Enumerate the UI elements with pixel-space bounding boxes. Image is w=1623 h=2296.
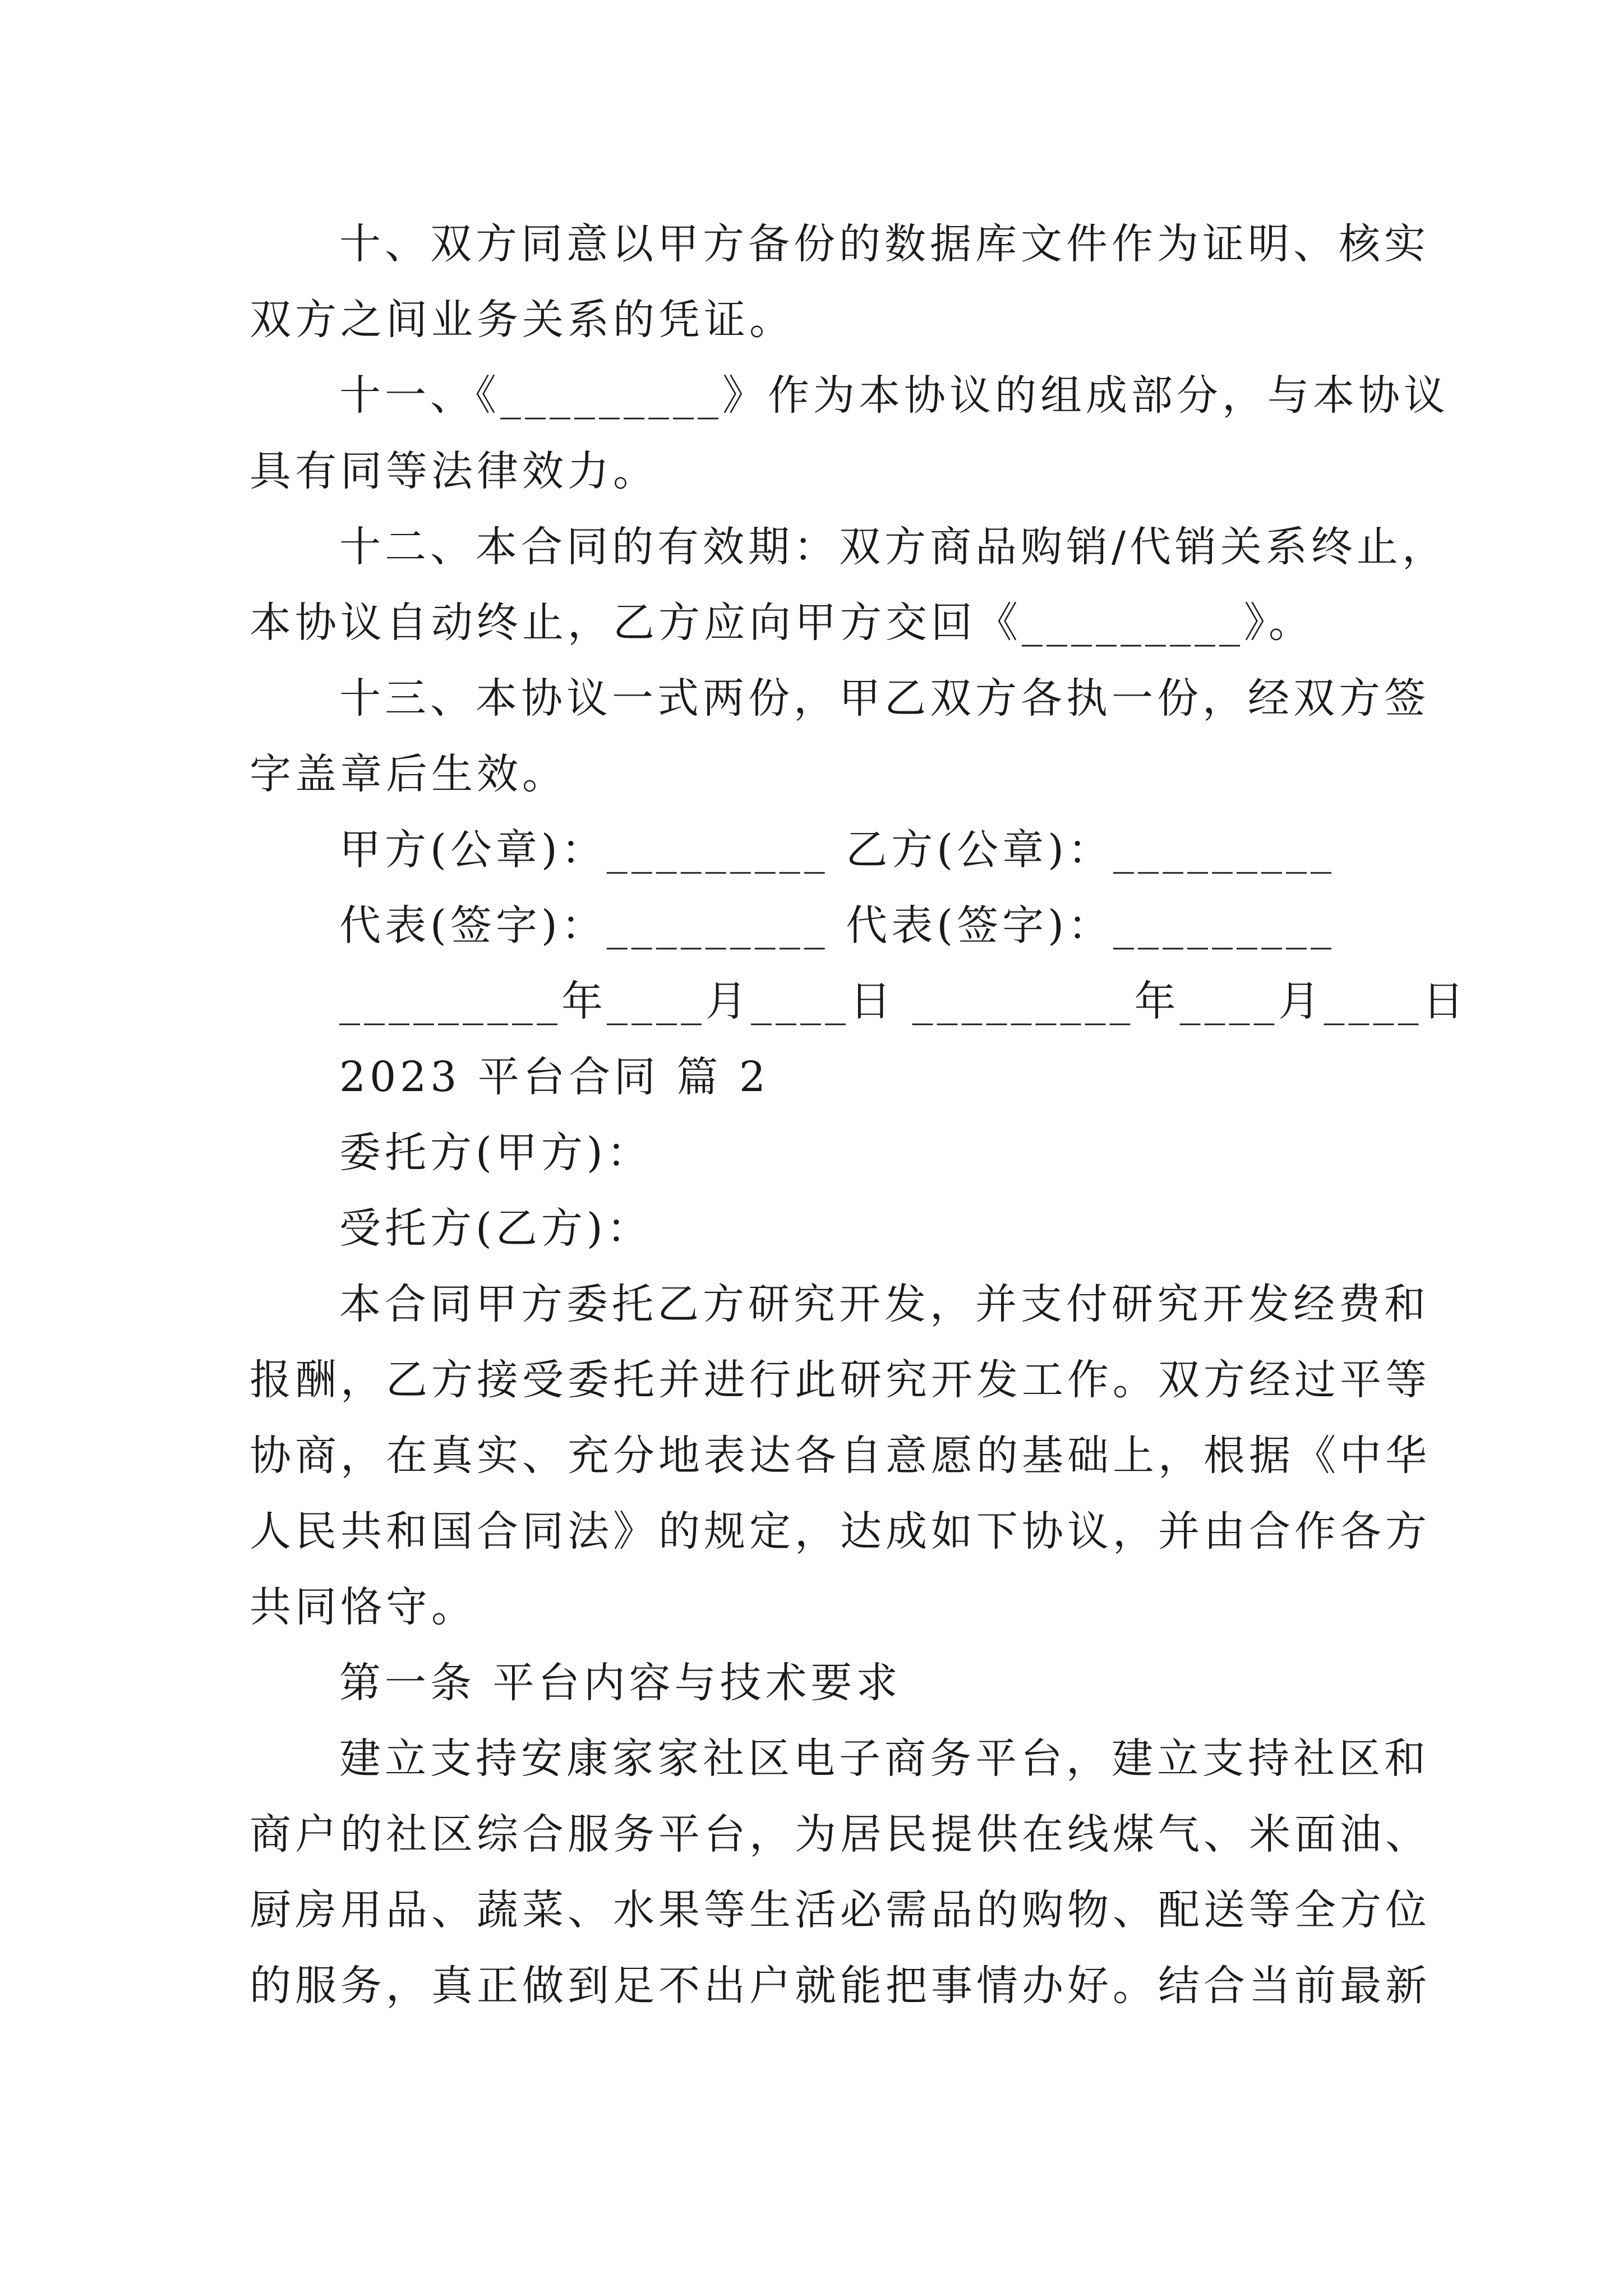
preamble-line-4: 人民共和国合同法》的规定，达成如下协议，并由合作各方 xyxy=(250,1507,1431,1556)
seal-row: 甲方(公章)：_________ 乙方(公章)：_________ xyxy=(339,826,1336,874)
preamble-line-2: 报酬，乙方接受委托并进行此研究开发工作。双方经过平等 xyxy=(250,1356,1431,1404)
contractor-party-line: 受托方(乙方)： xyxy=(339,1204,652,1253)
clause-13-line-1: 十三、本协议一式两份，甲乙双方各执一份，经双方签 xyxy=(339,674,1430,723)
date-row: _________年____月____日 _________年____月____日 xyxy=(339,977,1468,1025)
preamble-line-5: 共同恪守。 xyxy=(250,1583,477,1631)
clause-11-line-1: 十一、《_________》作为本协议的组成部分，与本协议 xyxy=(339,371,1449,420)
clause-12-line-1: 十二、本合同的有效期：双方商品购销/代销关系终止， xyxy=(339,523,1447,571)
clause-12-line-2: 本协议自动终止，乙方应向甲方交回《_________》。 xyxy=(250,599,1314,647)
article-1-line-1: 建立支持安康家家社区电子商务平台，建立支持社区和 xyxy=(339,1734,1430,1783)
article-1-line-4: 的服务，真正做到足不出户就能把事情办好。结合当前最新 xyxy=(250,1962,1431,2010)
clause-10-line-1: 十、双方同意以甲方备份的数据库文件作为证明、核实 xyxy=(339,220,1430,268)
article-1-line-2: 商户的社区综合服务平台，为居民提供在线煤气、米面油、 xyxy=(250,1810,1431,1858)
article-1-line-3: 厨房用品、蔬菜、水果等生活必需品的购物、配送等全方位 xyxy=(250,1886,1431,1934)
client-party-line: 委托方(甲方)： xyxy=(339,1129,652,1177)
part-2-heading: 2023 平台合同 篇 2 xyxy=(339,1053,769,1101)
signature-row: 代表(签字)：_________ 代表(签字)：_________ xyxy=(339,901,1336,950)
preamble-line-3: 协商，在真实、充分地表达各自意愿的基础上，根据《中华 xyxy=(250,1432,1431,1480)
preamble-line-1: 本合同甲方委托乙方研究开发，并支付研究开发经费和 xyxy=(339,1280,1430,1328)
clause-13-line-2: 字盖章后生效。 xyxy=(250,750,568,798)
clause-10-line-2: 双方之间业务关系的凭证。 xyxy=(250,296,795,344)
clause-11-line-2: 具有同等法律效力。 xyxy=(250,447,658,495)
article-1-heading: 第一条 平台内容与技术要求 xyxy=(339,1659,902,1707)
